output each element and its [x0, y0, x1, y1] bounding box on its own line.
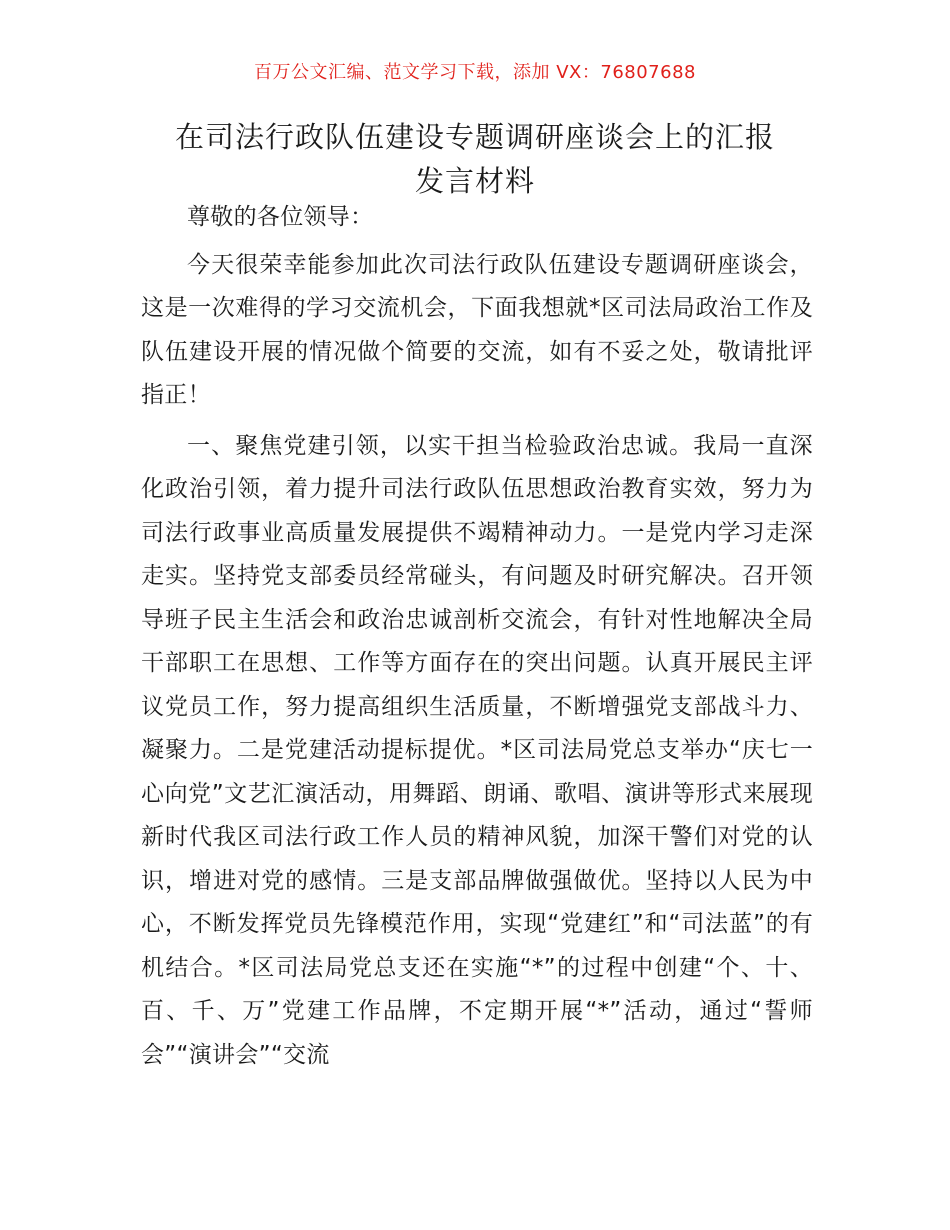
- header-banner: 百万公文汇编、范文学习下载，添加 VX：76807688: [254, 62, 696, 83]
- title-line-1: 在司法行政队伍建设专题调研座谈会上的汇报: [174, 120, 775, 154]
- document-body: [141, 196, 813, 1084]
- paragraph-intro: 今天很荣幸能参加此次司法行政队伍建设专题调研座谈会，这是一次难得的学习交流机会，下面我想就*区司法局政治工作及队伍建设开展的情况做个简要的交流，如有不妥之处，敬请批评指正！: [141, 251, 813, 408]
- salutation: 尊敬的各位领导：: [187, 204, 374, 230]
- paragraph-section-one: 一、聚焦党建引领，以实干担当检验政治忠诚。我局一直深化政治引领，着力提升司法行政队伍思想政治教育实效，努力为司法行政事业高质量发展提供不竭精神动力。一是党内学习走深走实。坚持党支部委员经常碰头，有问题及时研究解决。召开领导班子民主生活会和政治忠诚剖析交流会，有针对性地解决全局干部职工在思想、工作等方面存在的突出问题。认真开展民主评议党员工作，努力提高组织生活质量，不断增强党支部战斗力、凝聚力。二是党建活动提标提优。*区司法局党总支举办“庆七一心向党”文艺汇演活动，用舞蹈、朗诵、歌唱、演讲等形式来展现新时代我区司法行政工作人员的精神风貌，加深干警们对党的认识，增进对党的感情。三是支部品牌做强做优。坚持以人民为中心，不断发挥党员先锋模范作用，实现“党建红”和“司法蓝”的有机结合。*区司法局党总支还在实施“*”的过程中创建“个、十、百、千、万”党建工作品牌，不定期开展“*”活动，通过“誓师会”“演讲会”“交流: [141, 432, 813, 1068]
- title-line-2: 发言材料: [414, 164, 535, 198]
- document-title: [0, 115, 950, 203]
